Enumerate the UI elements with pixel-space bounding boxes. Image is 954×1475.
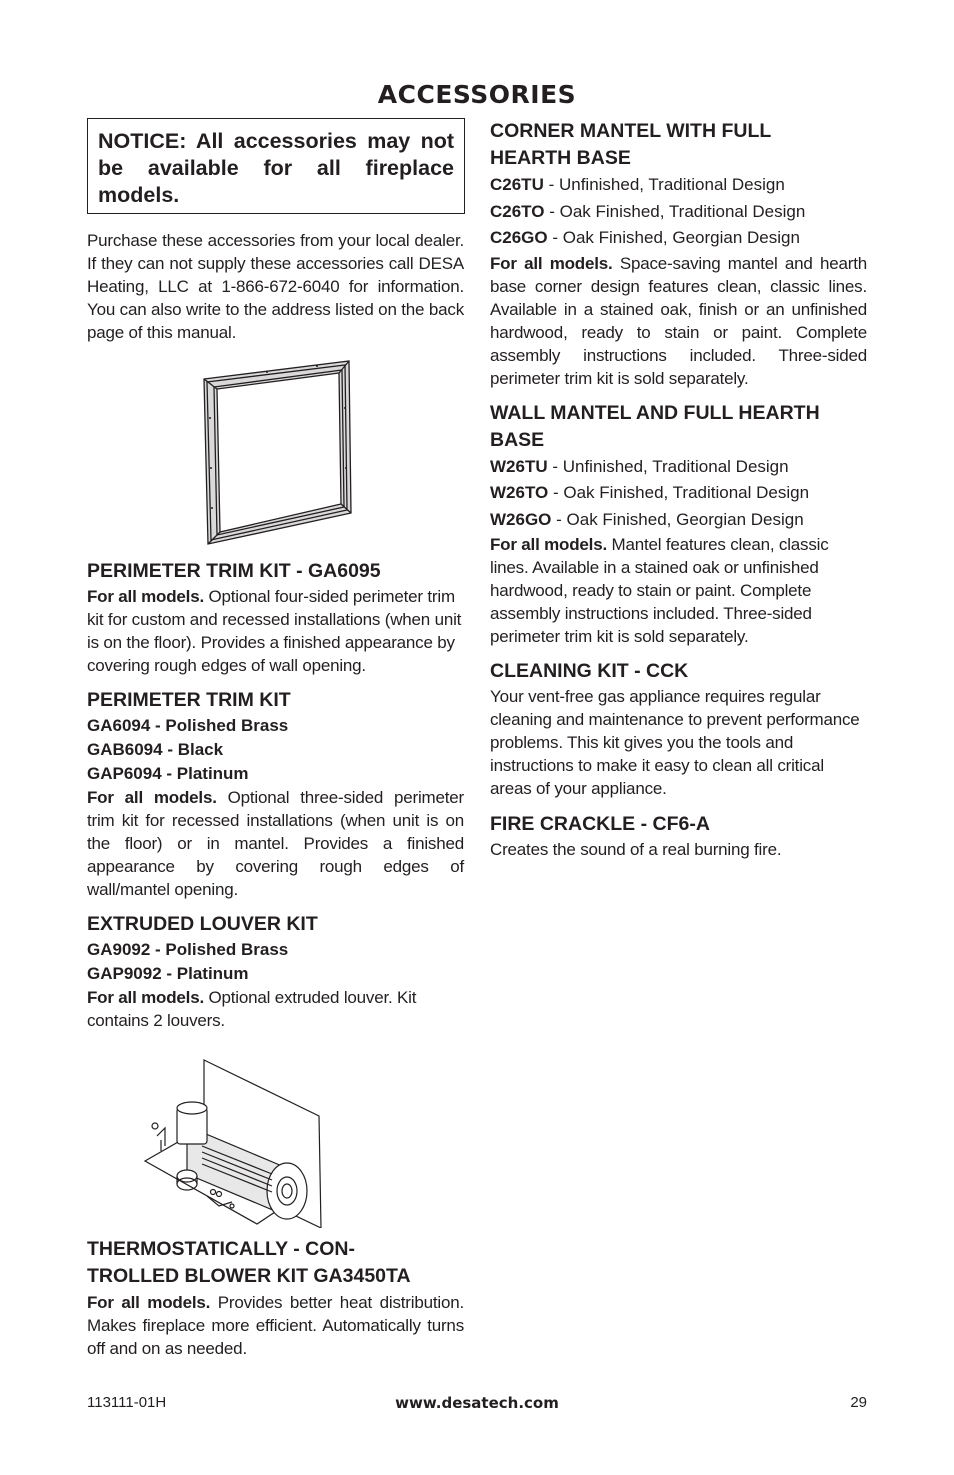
blower-lead: For all models. xyxy=(87,1293,211,1312)
wall-heading-line-1: WALL MANTEL AND FULL HEARTH xyxy=(490,401,820,424)
page-title: ACCESSORIES xyxy=(377,80,577,109)
blower-kit-illustration xyxy=(87,1056,464,1228)
trim3-lead: For all models. xyxy=(87,788,217,807)
trim3-model-1: GA6094 - Polished Brass xyxy=(87,716,289,735)
trim4-heading: PERIMETER TRIM KIT - GA6095 xyxy=(87,560,381,582)
corner-heading-line-1: CORNER MANTEL WITH FULL xyxy=(490,120,772,142)
corner-model-2-code: C26TO xyxy=(490,201,545,221)
wall-model-1-desc: - Unfinished, Traditional Design xyxy=(547,456,789,476)
wall-heading xyxy=(490,400,867,454)
wall-lead: For all models. xyxy=(490,535,607,554)
page-number: 29 xyxy=(850,1394,867,1411)
corner-description xyxy=(490,252,867,390)
wall-body: Mantel features clean, classic lines. Available in a stained oak or unfinished hardwood, ready to stain or paint. Complete assembly instructions included. Three-sided perimeter trim kit is sold separately. xyxy=(490,535,829,646)
wall-model-1 xyxy=(490,454,867,481)
trim3-heading: PERIMETER TRIM KIT xyxy=(87,689,291,711)
corner-lead: For all models. xyxy=(490,253,613,273)
trim3-body: Optional three-sided perimeter trim kit for recessed installations (when unit is on the floor) or in mantel. Provides a finished appearance by covering rough edges of wall/mantel opening. xyxy=(87,788,464,899)
trim4-description xyxy=(87,585,464,677)
corner-heading-line-2: HEARTH BASE xyxy=(490,147,631,169)
corner-model-2-desc: - Oak Finished, Traditional Design xyxy=(544,201,806,221)
wall-model-3 xyxy=(490,507,867,534)
wall-model-2-desc: - Oak Finished, Traditional Design xyxy=(548,483,810,502)
wall-model-3-code: W26GO xyxy=(490,509,552,529)
doc-number: 113111-01H xyxy=(87,1394,167,1411)
louver-model-2: GAP9092 - Platinum xyxy=(87,964,249,983)
wall-heading-line-2: BASE xyxy=(490,428,545,451)
trim4-lead: For all models. xyxy=(87,587,204,606)
corner-model-3-code: C26GO xyxy=(490,228,548,247)
intro-paragraph: Purchase these accessories from your local dealer. If they can not supply these accessories call DESA Heating, LLC at 1-866-672-6040 for information. You can also write to the address listed on the back page of this manual. xyxy=(87,231,464,342)
louver-heading: EXTRUDED LOUVER KIT xyxy=(87,913,318,935)
louver-body: Optional extruded louver. Kit contains 2 louvers. xyxy=(87,988,417,1030)
corner-heading xyxy=(490,118,867,172)
louver-description xyxy=(87,986,464,1032)
blower-heading xyxy=(87,1236,464,1290)
corner-model-2 xyxy=(490,199,867,226)
blower-heading-line-2: TROLLED BLOWER KIT GA3450TA xyxy=(87,1265,411,1287)
louver-model-1: GA9092 - Polished Brass xyxy=(87,940,289,959)
corner-model-3 xyxy=(490,225,867,252)
left-column xyxy=(87,118,464,1360)
wall-description xyxy=(490,533,867,648)
corner-model-1-desc: - Unfinished, Traditional Design xyxy=(543,175,785,194)
trim4-body: Optional four-sided perimeter trim kit for custom and recessed installations (when unit is on the floor). Provides a finished appearance by covering rough edges of wall opening. xyxy=(87,587,462,675)
louver-lead: For all models. xyxy=(87,988,204,1007)
notice-box: NOTICE: All accessories may not be available for all fireplace models. xyxy=(87,118,465,214)
corner-model-1 xyxy=(490,172,867,199)
perimeter-trim-illustration xyxy=(87,358,464,554)
trim3-model-2: GAB6094 - Black xyxy=(87,740,224,759)
trim3-description xyxy=(87,786,464,901)
blower-heading-line-1: THERMOSTATICALLY - CON- xyxy=(87,1238,355,1260)
cleaning-heading: CLEANING KIT - CCK xyxy=(490,660,689,682)
right-column xyxy=(490,118,867,861)
blower-description xyxy=(87,1291,464,1360)
corner-body: Space-saving mantel and hearth base corner design features clean, classic lines. Available in a stained oak, finish or an unfinished hardwood, ready to stain or paint. Complete assembly instructions included. Three-sided perimeter trim kit is sold separately. xyxy=(490,253,867,388)
wall-model-2-code: W26TO xyxy=(490,483,549,502)
wall-model-3-desc: - Oak Finished, Georgian Design xyxy=(551,509,804,529)
blower-body: Provides better heat distribution. Makes fireplace more efficient. Automatically turns off and on as needed. xyxy=(87,1293,464,1358)
crackle-heading: FIRE CRACKLE - CF6-A xyxy=(490,813,710,835)
wall-model-2 xyxy=(490,480,867,507)
crackle-description: Creates the sound of a real burning fire. xyxy=(490,840,782,859)
cleaning-description: Your vent-free gas appliance requires regular cleaning and maintenance to prevent performance problems. This kit gives you the tools and instructions to make it easy to clean all critical areas of your appliance. xyxy=(490,687,860,798)
corner-model-1-code: C26TU xyxy=(490,175,544,194)
corner-model-3-desc: - Oak Finished, Georgian Design xyxy=(547,228,800,247)
wall-model-1-code: W26TU xyxy=(490,456,548,476)
trim3-model-3: GAP6094 - Platinum xyxy=(87,764,249,783)
website-link[interactable]: www.desatech.com xyxy=(395,1394,559,1412)
